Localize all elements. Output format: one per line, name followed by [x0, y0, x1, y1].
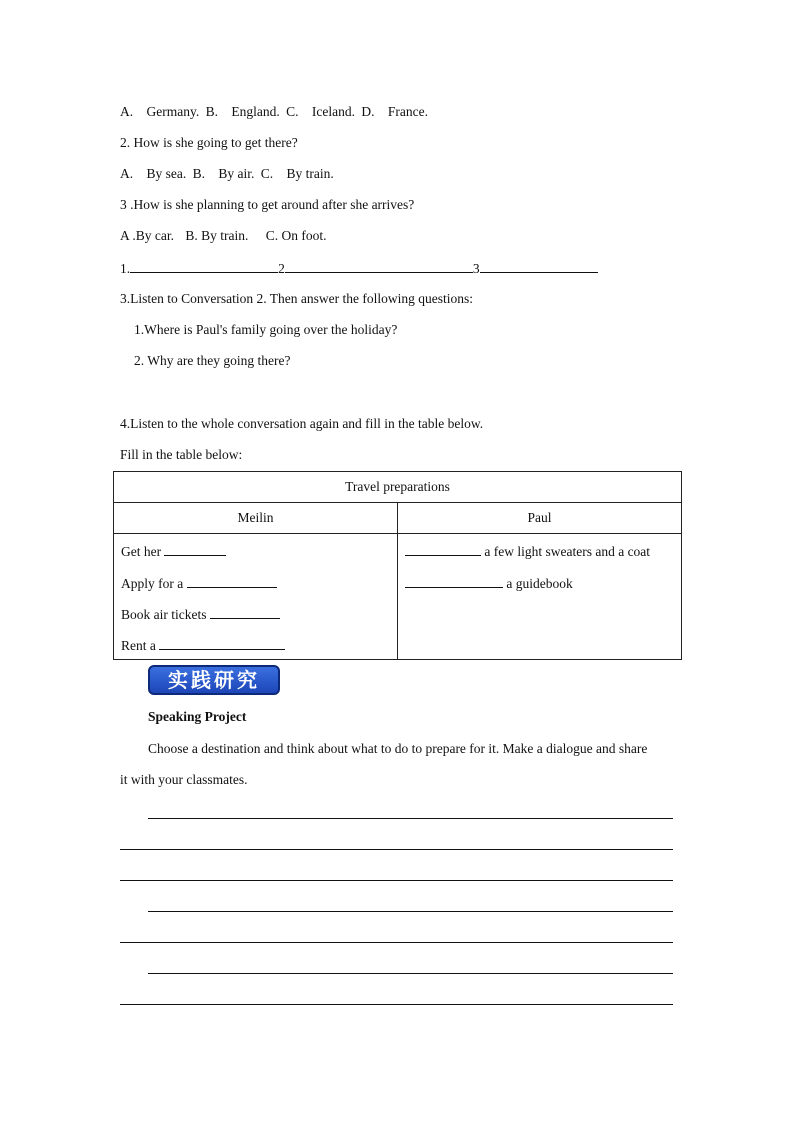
paul-item-1	[405, 542, 650, 561]
answer-blank-2[interactable]	[285, 259, 473, 273]
writing-line[interactable]	[148, 973, 673, 974]
paul-blank-2[interactable]	[405, 574, 503, 588]
writing-line[interactable]	[148, 818, 673, 819]
q2-a-letter: A.	[120, 166, 134, 181]
q1-c-letter: C.	[286, 104, 299, 119]
meilin-blank-4[interactable]	[159, 636, 285, 650]
paul-item-2-text: a guidebook	[506, 576, 573, 591]
answer-blanks	[120, 259, 598, 278]
practice-research-badge: 实践研究	[148, 665, 280, 695]
q3-a-text: By car.	[135, 228, 175, 243]
q2-c-letter: C.	[260, 166, 274, 181]
q2-a-text: By sea.	[146, 166, 187, 181]
paul-item-2	[405, 574, 573, 593]
writing-line[interactable]	[120, 880, 673, 881]
meilin-item-4-text: Rent a	[121, 638, 156, 653]
travel-preparations-table	[113, 471, 682, 660]
writing-line[interactable]	[120, 849, 673, 850]
q2-b-letter: B.	[192, 166, 206, 181]
q1-a-letter: A.	[120, 104, 134, 119]
q2-options	[120, 165, 334, 183]
q3-question: 3 .How is she planning to get around after she arrives?	[120, 197, 415, 212]
q1-d-letter: D.	[361, 104, 375, 119]
meilin-item-3-text: Book air tickets	[121, 607, 207, 622]
section4-instruction: 4.Listen to the whole conversation again and fill in the table below.	[120, 416, 484, 431]
answer-label-1: 1.	[120, 261, 131, 276]
q1-b-letter: B.	[205, 104, 218, 119]
speaking-instruction-line-1: Choose a destination and think about what to do to prepare for it. Make a dialogue and share	[148, 741, 648, 756]
q1-d-text: France.	[387, 104, 428, 119]
meilin-item-2	[121, 574, 277, 593]
section3-instruction: 3.Listen to Conversation 2. Then answer the following questions:	[120, 291, 473, 306]
writing-line[interactable]	[148, 911, 673, 912]
q3-a-letter: A .	[120, 228, 136, 243]
q3-options	[120, 227, 327, 245]
q3-b-letter: B.	[185, 228, 198, 243]
table-header-meilin: Meilin	[114, 503, 398, 534]
section4-sub: Fill in the table below:	[120, 447, 243, 462]
meilin-item-4	[121, 636, 285, 655]
q3-b-text: By train.	[201, 228, 249, 243]
q2-c-text: By train.	[286, 166, 334, 181]
meilin-item-1-text: Get her	[121, 544, 162, 559]
meilin-item-2-text: Apply for a	[121, 576, 184, 591]
q1-c-text: Iceland.	[311, 104, 355, 119]
paul-blank-1[interactable]	[405, 542, 481, 556]
q1-options	[120, 103, 428, 121]
answer-blank-3[interactable]	[480, 259, 598, 273]
writing-line[interactable]	[120, 942, 673, 943]
meilin-blank-3[interactable]	[210, 605, 280, 619]
q3-c-letter: C.	[265, 228, 279, 243]
q3-c-text: On foot.	[281, 228, 327, 243]
speaking-project-title: Speaking Project	[148, 709, 247, 724]
writing-line[interactable]	[120, 1004, 673, 1005]
meilin-blank-2[interactable]	[187, 574, 277, 588]
paul-cell	[398, 534, 682, 660]
section3-question-2: 2. Why are they going there?	[134, 353, 291, 368]
answer-blank-1[interactable]	[130, 259, 278, 273]
table-title: Travel preparations	[114, 472, 682, 503]
section3-question-1: 1.Where is Paul's family going over the holiday?	[134, 322, 398, 337]
meilin-blank-1[interactable]	[164, 542, 226, 556]
table-header-paul: Paul	[398, 503, 682, 534]
meilin-item-3	[121, 605, 280, 624]
q2-question: 2. How is she going to get there?	[120, 135, 298, 150]
answer-label-3: 3	[472, 261, 480, 276]
q2-b-text: By air.	[218, 166, 255, 181]
answer-label-2: 2	[278, 261, 285, 276]
q1-a-text: Germany.	[146, 104, 200, 119]
speaking-instruction-line-2: it with your classmates.	[120, 772, 248, 787]
q1-b-text: England.	[231, 104, 280, 119]
paul-item-1-text: a few light sweaters and a coat	[484, 544, 651, 559]
meilin-cell	[114, 534, 398, 660]
meilin-item-1	[121, 542, 226, 561]
